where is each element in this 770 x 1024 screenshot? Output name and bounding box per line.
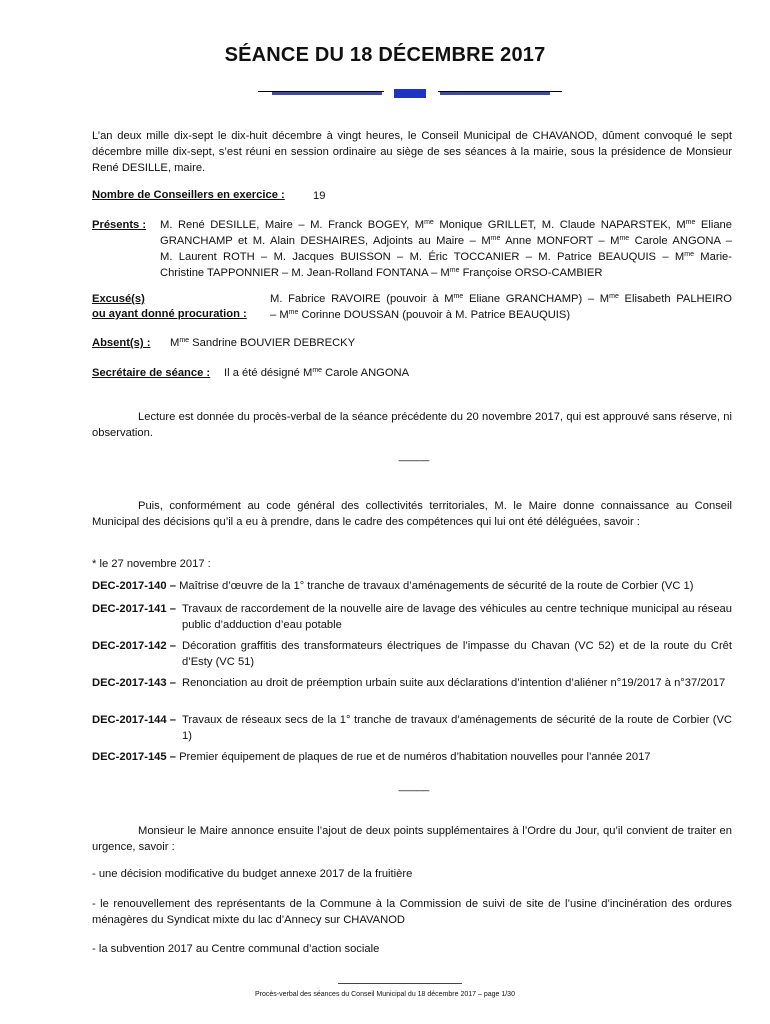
agenda-point: - la subvention 2017 au Centre communal d’action sociale — [92, 943, 380, 955]
presents-line: GRANCHAMP et M. Alain DESHAIRES, Adjoints au Maire – $M^{me}$ Anne MONFORT – $M^{me}$ Carole ANGONA – — [160, 235, 732, 247]
decisions-date: * le 27 novembre 2017 : — [92, 558, 211, 570]
decision-code: DEC-2017-140 – — [92, 580, 176, 592]
absents-label: Absent(s) : — [92, 337, 151, 349]
decision-code: DEC-2017-142 – — [92, 640, 176, 652]
secretaire-value: Il a été désigné $M^{me}$ Carole ANGONA — [224, 367, 410, 379]
agenda-intro: Monsieur le Maire annonce ensuite l’ajout de deux points supplémentaires à l’Ordre du Jour, qu’il convient de traiter en urgence, savoir : — [92, 825, 732, 853]
excuses-list — [270, 291, 732, 323]
decision-text: Maîtrise d’œuvre de la 1° tranche de travaux d’aménagements de sécurité de la route de Corbier (VC 1) — [179, 580, 694, 592]
conseillers-label: Nombre de Conseillers en exercice : — [92, 189, 285, 201]
presents-label: Présents : — [92, 219, 147, 231]
decision-text: Décoration graffitis des transformateurs électriques de l’impasse du Chavan (VC 52) et de la route du Crêt d’Esty (VC 51) — [182, 640, 732, 668]
excuses-label: Excusé(s) — [92, 293, 145, 305]
separator: _____ — [398, 450, 430, 462]
presents-line: Christine TAPPONNIER – M. Jean-Rolland FONTANA – $M^{me}$ Françoise ORSO-CAMBIER — [160, 267, 603, 279]
decision-item — [92, 638, 732, 670]
decision-text: Travaux de réseaux secs de la 1° tranche de travaux d’aménagements de sécurité de la route de Corbier (VC 1) — [182, 714, 732, 742]
title-rule-left-blue — [272, 92, 382, 95]
procuration-label: ou ayant donné procuration : — [92, 308, 247, 320]
decision-item — [92, 578, 732, 594]
absents-value: $M^{me}$ Sandrine BOUVIER DEBRECKY — [170, 337, 356, 349]
decision-item — [92, 712, 732, 744]
page-title: SÉANCE DU 18 DÉCEMBRE 2017 — [224, 44, 546, 66]
decision-text: Travaux de raccordement de la nouvelle aire de lavage des véhicules au centre technique municipal au réseau public d’adduction d’eau potable — [182, 603, 732, 631]
intro-paragraph: L’an deux mille dix-sept le dix-huit décembre à vingt heures, le Conseil Municipal de CHAVANOD, dûment convoqué le sept décembre mille dix-sept, s’est réuni en session ordinaire au siège de ses séances à la mairie, sous la présidence de Monsieur René DESILLE, maire. — [92, 130, 732, 174]
decision-code: DEC-2017-143 – — [92, 677, 176, 689]
decision-text: Premier équipement de plaques de rue et de numéros d’habitation nouvelles pour l’année 2017 — [179, 751, 651, 763]
presents-list — [160, 217, 732, 281]
presents-line: M. René DESILLE, Maire – M. Franck BOGEY, $M^{me}$ Monique GRILLET, M. Claude NAPARSTEK, $M^{me}$ Eliane — [160, 219, 732, 231]
decision-item — [92, 749, 732, 765]
separator: _____ — [398, 780, 430, 792]
decision-code: DEC-2017-144 – — [92, 714, 176, 726]
decision-code: DEC-2017-145 – — [92, 751, 176, 763]
presents-line: M. Laurent ROTH – M. Jacques BUISSON – M. Éric TOCCANIER – M. Patrice BEAUQUIS – $M^{me}$ Marie- — [160, 251, 732, 263]
page-footer: Procès-verbal des séances du Conseil Municipal du 18 décembre 2017 – page 1/30 — [255, 991, 515, 998]
decision-text: Renonciation au droit de préemption urbain suite aux déclarations d’intention d’aliéner n°19/2017 à n°37/2017 — [182, 677, 726, 689]
agenda-point: - une décision modificative du budget annexe 2017 de la fruitière — [92, 868, 413, 880]
footer-rule — [338, 983, 462, 984]
agenda-point: - le renouvellement des représentants de la Commune à la Commission de suivi de site de l’usine d’incinération des ordures ménagères du Syndicat mixte du lac d’Annecy sur CHAVANOD — [92, 898, 732, 926]
conseillers-value: 19 — [313, 190, 326, 202]
title-rule-center-block — [394, 89, 426, 98]
excuses-line: – $M^{me}$ Corinne DOUSSAN (pouvoir à M. Patrice BEAUQUIS) — [270, 309, 571, 321]
decision-code: DEC-2017-141 – — [92, 603, 176, 615]
decisions-intro: Puis, conformément au code général des collectivités territoriales, M. le Maire donne connaissance au Conseil Municipal des décisions qu’il a eu à prendre, dans le cadre des compétences qui lui ont été déléguées, savoir : — [92, 500, 732, 528]
lecture-paragraph: Lecture est donnée du procès-verbal de la séance précédente du 20 novembre 2017, qui est approuvé sans réserve, ni observation. — [92, 411, 732, 439]
title-rule-right-blue — [440, 92, 550, 95]
decision-item — [92, 601, 732, 633]
excuses-line: M. Fabrice RAVOIRE (pouvoir à $M^{me}$ Eliane GRANCHAMP) – $M^{me}$ Elisabeth PALHEIRO — [270, 293, 732, 305]
secretaire-label: Secrétaire de séance : — [92, 367, 211, 379]
decision-item — [92, 675, 732, 691]
